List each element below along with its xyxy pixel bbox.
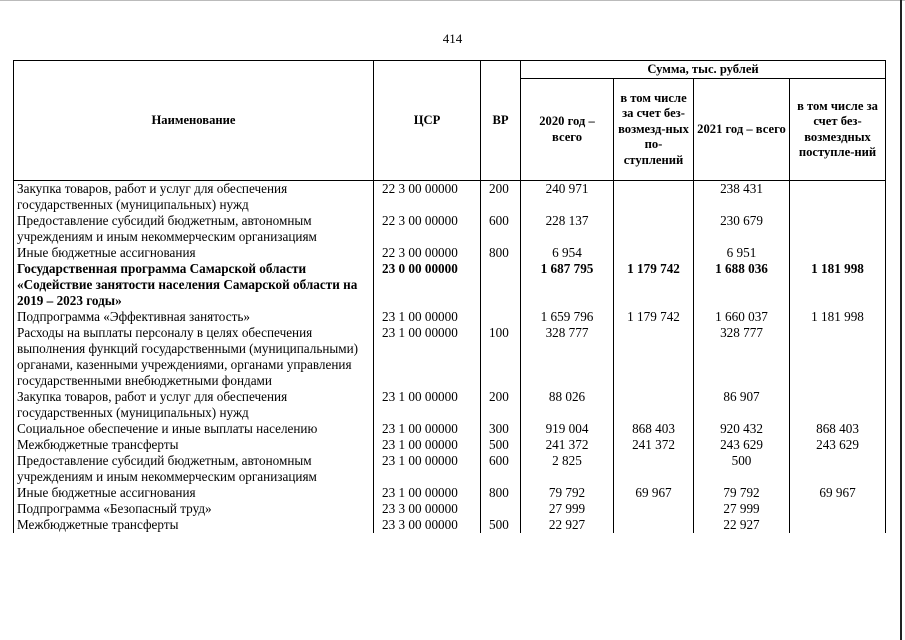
row-vr: 600 — [481, 453, 521, 485]
row-2020-total: 27 999 — [521, 501, 614, 517]
row-2021-free: 1 181 998 — [790, 261, 886, 309]
row-vr: 200 — [481, 389, 521, 421]
row-2020-free — [614, 325, 694, 389]
row-vr: 600 — [481, 213, 521, 245]
row-2021-total: 27 999 — [694, 501, 790, 517]
table-row — [14, 309, 886, 325]
row-csr: 23 1 00 00000 — [374, 485, 481, 501]
row-name: Государственная программа Самарской области «Содействие занятости населения Самарской области на 2019 – 2023 годы» — [14, 261, 374, 309]
row-2020-free — [614, 389, 694, 421]
row-2021-free — [790, 501, 886, 517]
header-2021-free: в том числе за счет без-возмездных поступле-ний — [790, 79, 886, 181]
row-2021-total: 6 951 — [694, 245, 790, 261]
row-2020-free — [614, 245, 694, 261]
table-row — [14, 245, 886, 261]
header-name: Наименование — [14, 61, 374, 181]
header-csr: ЦСР — [374, 61, 481, 181]
row-2020-total: 240 971 — [521, 181, 614, 214]
row-csr: 23 1 00 00000 — [374, 421, 481, 437]
table-row — [14, 325, 886, 389]
row-2020-free — [614, 453, 694, 485]
table-row — [14, 421, 886, 437]
row-vr: 800 — [481, 245, 521, 261]
row-name: Иные бюджетные ассигнования — [14, 485, 374, 501]
row-vr: 300 — [481, 421, 521, 437]
table-row — [14, 181, 886, 214]
table-row — [14, 501, 886, 517]
row-2021-total: 1 660 037 — [694, 309, 790, 325]
row-vr — [481, 309, 521, 325]
header-2021-total: 2021 год – всего — [694, 79, 790, 181]
row-2021-free — [790, 517, 886, 533]
row-csr: 23 1 00 00000 — [374, 389, 481, 421]
row-name: Расходы на выплаты персоналу в целях обеспечения выполнения функций государственными (муниципальными) органами, казенными учреждениями, органами управления государственными внебюджетными фондами — [14, 325, 374, 389]
row-2021-free: 1 181 998 — [790, 309, 886, 325]
row-name: Закупка товаров, работ и услуг для обеспечения государственных (муниципальных) нужд — [14, 181, 374, 214]
header-2020-total: 2020 год – всего — [521, 79, 614, 181]
row-2021-free: 69 967 — [790, 485, 886, 501]
row-vr: 500 — [481, 437, 521, 453]
row-2020-total: 228 137 — [521, 213, 614, 245]
row-name: Подпрограмма «Эффективная занятость» — [14, 309, 374, 325]
row-2020-free: 69 967 — [614, 485, 694, 501]
table-row — [14, 389, 886, 421]
row-2021-total: 86 907 — [694, 389, 790, 421]
row-name: Предоставление субсидий бюджетным, автономным учреждениям и иным некоммерческим организациям — [14, 213, 374, 245]
row-csr: 23 3 00 00000 — [374, 517, 481, 533]
row-2020-free — [614, 517, 694, 533]
row-vr: 500 — [481, 517, 521, 533]
row-name: Иные бюджетные ассигнования — [14, 245, 374, 261]
row-2021-total: 230 679 — [694, 213, 790, 245]
row-2021-total: 1 688 036 — [694, 261, 790, 309]
row-2021-free: 868 403 — [790, 421, 886, 437]
row-2020-free — [614, 181, 694, 214]
row-name: Предоставление субсидий бюджетным, автономным учреждениям и иным некоммерческим организациям — [14, 453, 374, 485]
row-2021-free — [790, 325, 886, 389]
table-row — [14, 213, 886, 245]
scan-right-edge — [900, 0, 902, 640]
row-2020-free: 868 403 — [614, 421, 694, 437]
table-row — [14, 437, 886, 453]
row-csr: 23 1 00 00000 — [374, 309, 481, 325]
row-csr: 23 1 00 00000 — [374, 453, 481, 485]
table-row — [14, 517, 886, 533]
header-2020-free: в том числе за счет без-возмезд-ных по-ступлений — [614, 79, 694, 181]
row-2020-free: 241 372 — [614, 437, 694, 453]
page-number: 414 — [442, 31, 463, 46]
row-2021-free — [790, 389, 886, 421]
row-2021-total: 238 431 — [694, 181, 790, 214]
row-csr: 23 1 00 00000 — [374, 437, 481, 453]
row-vr: 200 — [481, 181, 521, 214]
row-2020-total: 6 954 — [521, 245, 614, 261]
row-2021-free — [790, 245, 886, 261]
row-2021-total: 328 777 — [694, 325, 790, 389]
row-2020-total: 2 825 — [521, 453, 614, 485]
row-vr — [481, 501, 521, 517]
table-row — [14, 485, 886, 501]
row-csr: 23 0 00 00000 — [374, 261, 481, 309]
budget-table — [13, 60, 886, 533]
table-row — [14, 261, 886, 309]
row-csr: 22 3 00 00000 — [374, 245, 481, 261]
row-2021-total: 22 927 — [694, 517, 790, 533]
row-csr: 23 1 00 00000 — [374, 325, 481, 389]
row-2021-total: 920 432 — [694, 421, 790, 437]
row-2020-free: 1 179 742 — [614, 261, 694, 309]
row-2021-total: 79 792 — [694, 485, 790, 501]
row-2020-total: 1 687 795 — [521, 261, 614, 309]
row-name: Закупка товаров, работ и услуг для обеспечения государственных (муниципальных) нужд — [14, 389, 374, 421]
row-2020-total: 88 026 — [521, 389, 614, 421]
row-name: Межбюджетные трансферты — [14, 437, 374, 453]
header-vr: ВР — [481, 61, 521, 181]
row-2020-free — [614, 213, 694, 245]
row-2020-total: 328 777 — [521, 325, 614, 389]
row-csr: 22 3 00 00000 — [374, 181, 481, 214]
row-name: Подпрограмма «Безопасный труд» — [14, 501, 374, 517]
row-2021-free: 243 629 — [790, 437, 886, 453]
row-2020-total: 1 659 796 — [521, 309, 614, 325]
row-csr: 22 3 00 00000 — [374, 213, 481, 245]
row-2021-free — [790, 213, 886, 245]
row-2020-total: 22 927 — [521, 517, 614, 533]
row-2020-total: 241 372 — [521, 437, 614, 453]
row-name: Межбюджетные трансферты — [14, 517, 374, 533]
row-2020-free — [614, 501, 694, 517]
row-vr — [481, 261, 521, 309]
header-sum-group: Сумма, тыс. рублей — [521, 61, 886, 79]
row-2020-total: 79 792 — [521, 485, 614, 501]
row-2021-total: 243 629 — [694, 437, 790, 453]
table-row — [14, 453, 886, 485]
row-2020-free: 1 179 742 — [614, 309, 694, 325]
row-2021-total: 500 — [694, 453, 790, 485]
row-2021-free — [790, 453, 886, 485]
row-vr: 800 — [481, 485, 521, 501]
row-vr: 100 — [481, 325, 521, 389]
row-name: Социальное обеспечение и иные выплаты населению — [14, 421, 374, 437]
row-2020-total: 919 004 — [521, 421, 614, 437]
table-header — [14, 61, 886, 181]
row-csr: 23 3 00 00000 — [374, 501, 481, 517]
scan-top-edge — [0, 0, 905, 1]
table-body — [14, 181, 886, 534]
row-2021-free — [790, 181, 886, 214]
